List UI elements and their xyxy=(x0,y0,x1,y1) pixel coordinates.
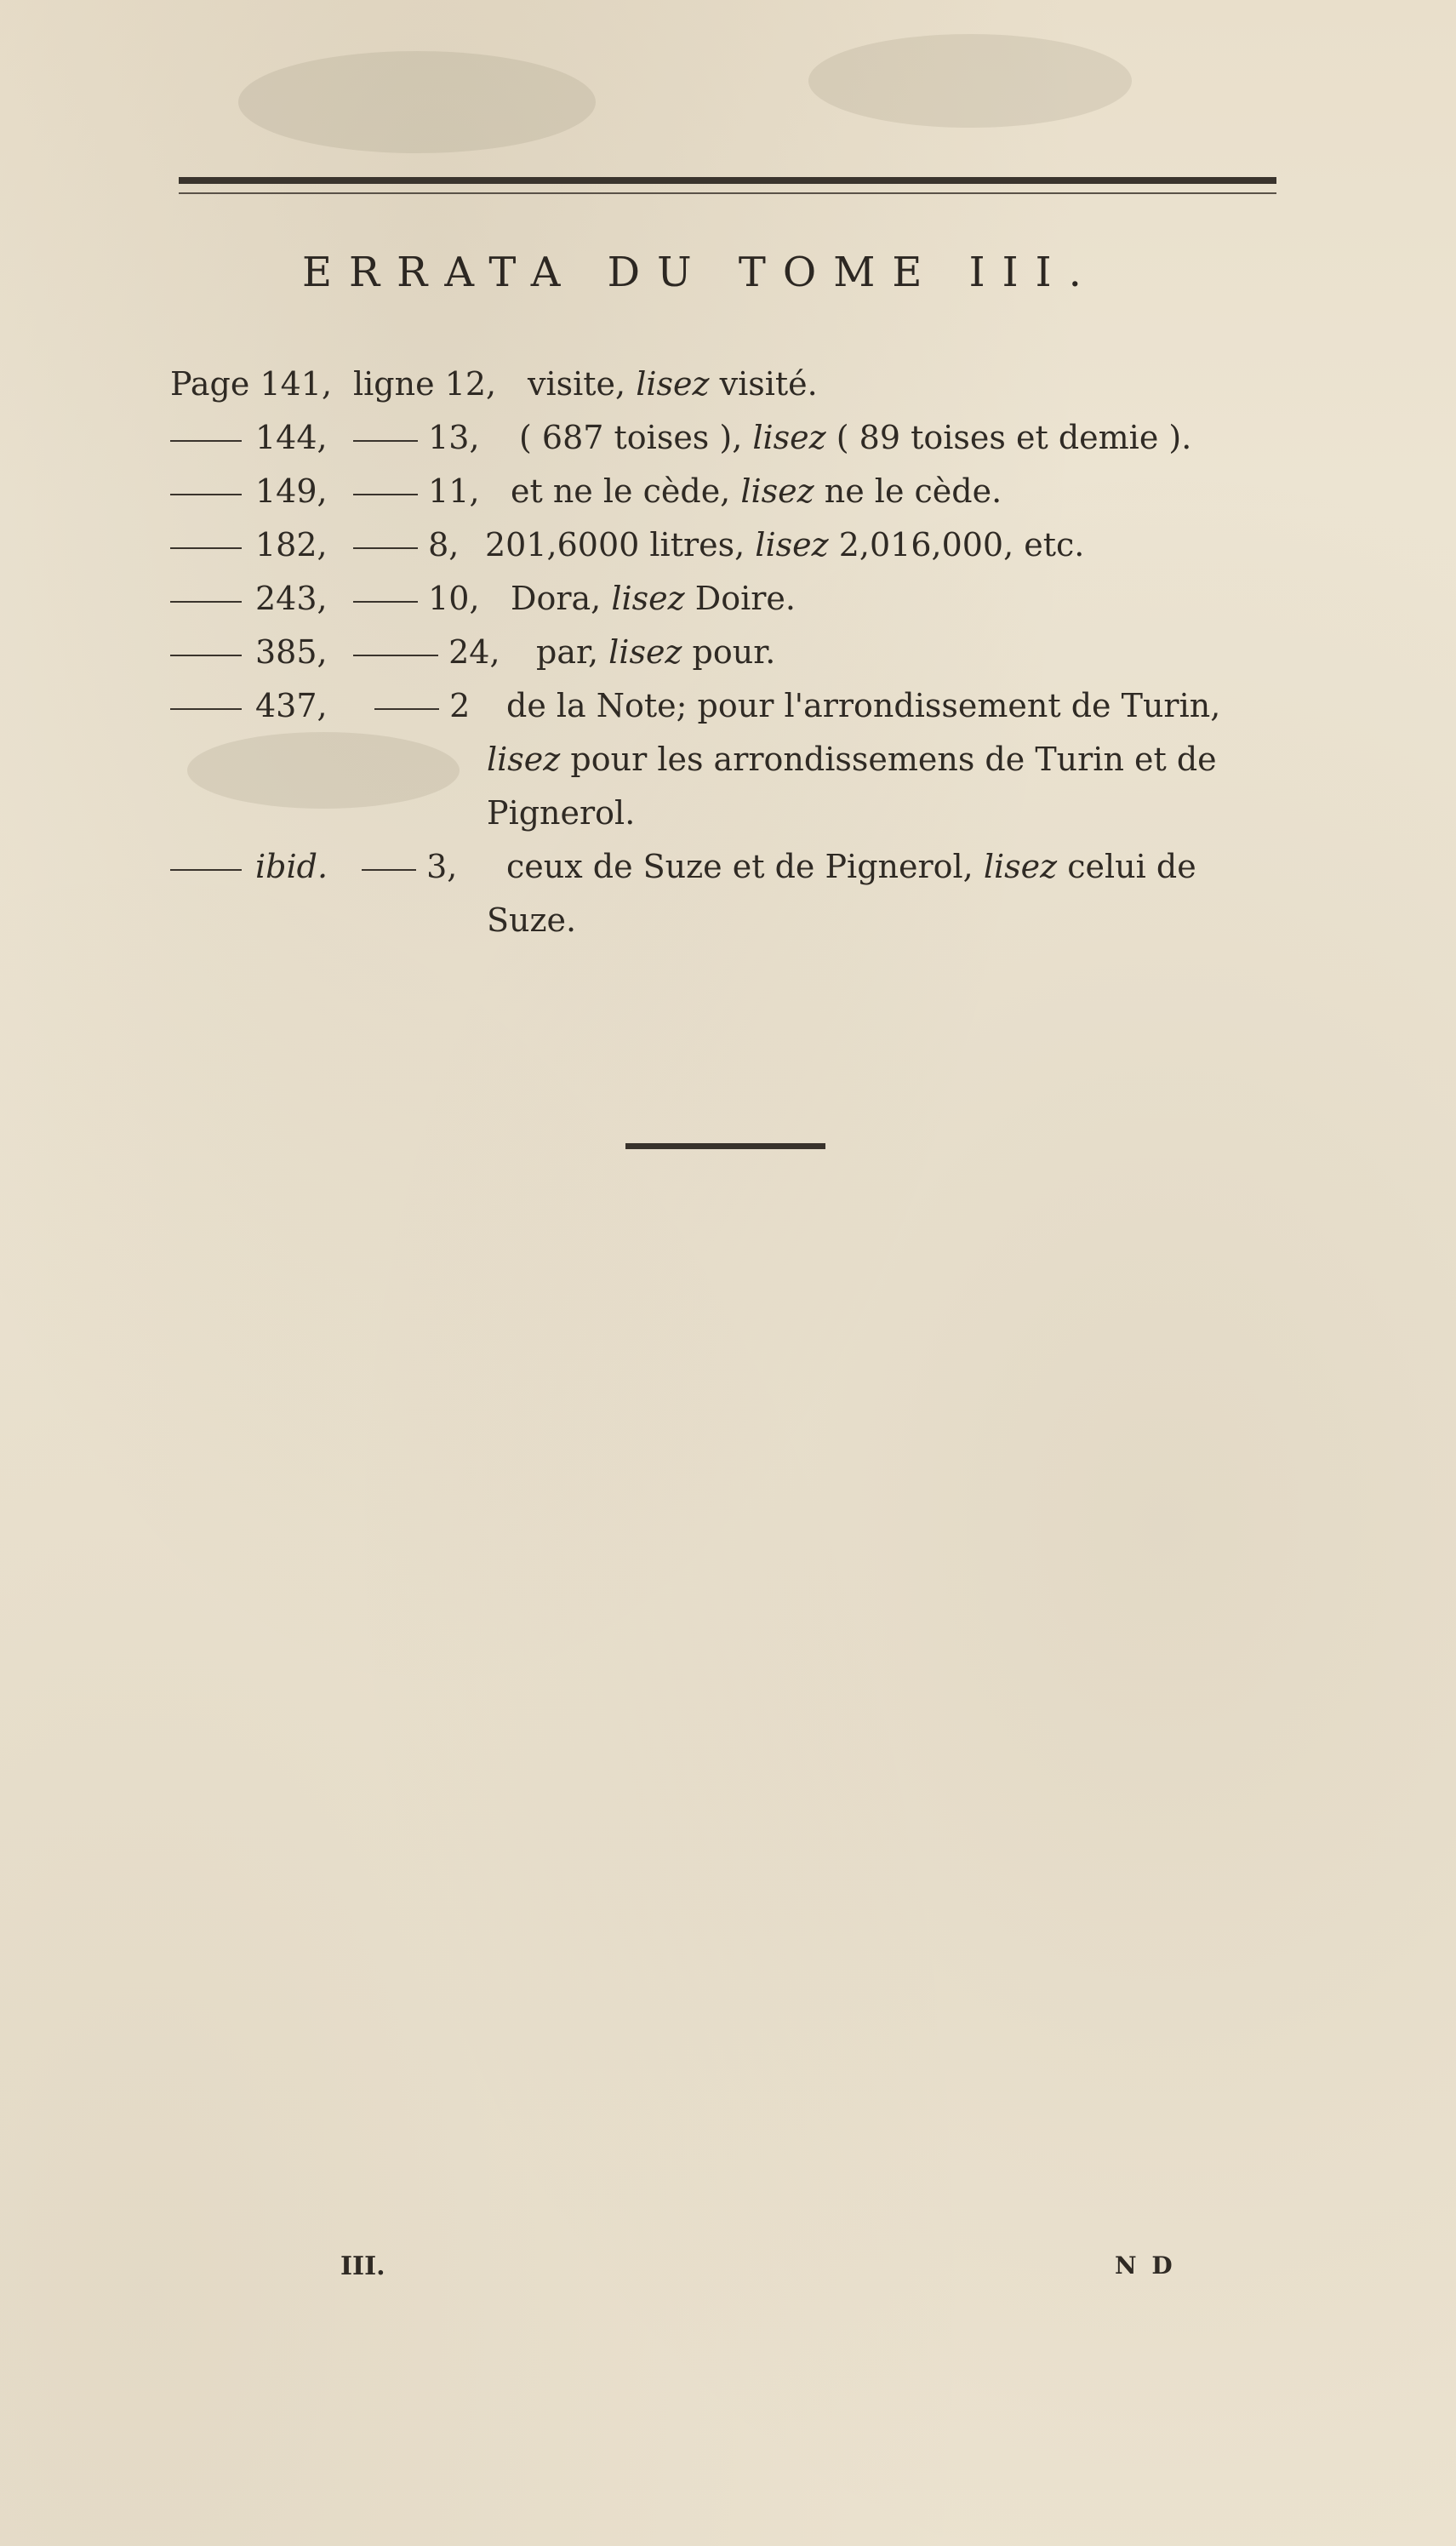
correction-text xyxy=(511,465,1345,518)
correct-text: celui de xyxy=(1057,848,1196,885)
lisez-word: lisez xyxy=(740,472,814,510)
page-ref xyxy=(170,411,349,465)
catchword: N D xyxy=(1115,2251,1176,2280)
correction-text xyxy=(485,518,1319,572)
ditto-dash xyxy=(353,547,418,549)
page-ref xyxy=(170,572,349,626)
line-number: 13, xyxy=(428,419,480,456)
section-rule xyxy=(625,1143,825,1149)
correction-text xyxy=(528,358,1362,411)
errata-row xyxy=(170,572,1293,626)
errata-row xyxy=(170,626,1293,679)
error-text: ceux de Suze et de Pignerol, xyxy=(506,848,984,885)
error-text: par, xyxy=(536,633,609,671)
ditto-dash xyxy=(353,440,418,442)
page-number: 141, xyxy=(260,365,333,403)
line-ref xyxy=(353,358,496,411)
ditto-dash xyxy=(170,440,242,442)
page-number: 243, xyxy=(255,580,328,617)
ditto-dash xyxy=(170,708,242,710)
errata-row xyxy=(170,465,1293,518)
line-number: 2 xyxy=(449,687,471,724)
errata-row xyxy=(170,679,1293,733)
signature-mark: III. xyxy=(340,2251,385,2281)
errata-continuation xyxy=(170,787,1293,840)
errata-row xyxy=(170,411,1293,465)
correction-text xyxy=(536,626,1370,679)
ditto-dash xyxy=(170,869,242,871)
page-title: ERRATA DU TOME III. xyxy=(302,249,1099,296)
line-number: 8, xyxy=(428,526,460,564)
lisez-word: lisez xyxy=(608,633,682,671)
header-rule-thick xyxy=(179,177,1276,184)
errata-continuation xyxy=(170,733,1293,787)
correct-text: pour les arrondissemens de Turin et de xyxy=(560,741,1217,778)
error-text: 201,6000 litres, xyxy=(485,526,756,564)
correct-text: visité. xyxy=(709,365,818,403)
paper-stain xyxy=(808,34,1132,128)
ditto-dash xyxy=(362,869,416,871)
correct-text: pour. xyxy=(682,633,776,671)
line-ref xyxy=(353,465,480,518)
correction-text xyxy=(506,840,1340,894)
errata-list xyxy=(170,358,1293,947)
correct-text: 2,016,000, etc. xyxy=(828,526,1085,564)
error-text: de la Note; pour l'arrondissement de Turin, xyxy=(506,687,1221,724)
ditto-dash xyxy=(170,655,242,656)
ditto-dash xyxy=(353,601,418,603)
page-ref xyxy=(170,679,349,733)
errata-continuation xyxy=(170,894,1293,947)
page-ref xyxy=(170,626,349,679)
header-rule-thin xyxy=(179,192,1276,194)
error-text: et ne le cède, xyxy=(511,472,741,510)
page-ref xyxy=(170,465,349,518)
lisez-word: lisez xyxy=(487,741,561,778)
error-text: visite, xyxy=(528,365,637,403)
correction-text xyxy=(506,679,1340,733)
error-text: ( 687 toises ), xyxy=(519,419,753,456)
ditto-dash xyxy=(170,547,242,549)
page-number: 385, xyxy=(255,633,328,671)
lisez-word: lisez xyxy=(636,365,710,403)
line-ref xyxy=(362,840,457,894)
page-number: 144, xyxy=(255,419,328,456)
line-ref xyxy=(374,679,470,733)
ditto-dash xyxy=(353,494,418,495)
page-number: 149, xyxy=(255,472,328,510)
errata-row xyxy=(170,358,1293,411)
correct-text: ( 89 toises et demie ). xyxy=(825,419,1192,456)
ditto-dash xyxy=(170,601,242,603)
errata-row xyxy=(170,840,1293,894)
line-ref xyxy=(353,626,500,679)
error-text: Dora, xyxy=(511,580,612,617)
paper-stain xyxy=(238,51,596,153)
ditto-dash xyxy=(374,708,439,710)
continuation-text xyxy=(487,733,1217,787)
correction-text xyxy=(519,411,1353,465)
line-number: 12, xyxy=(444,365,497,403)
line-number: 3, xyxy=(426,848,458,885)
page-number: 437, xyxy=(255,687,328,724)
ditto-dash xyxy=(353,655,438,656)
line-ref xyxy=(353,518,459,572)
line-number: 24, xyxy=(448,633,500,671)
line-ref xyxy=(353,572,480,626)
lisez-word: lisez xyxy=(611,580,685,617)
page-ref xyxy=(170,518,349,572)
continuation-text: Suze. xyxy=(487,901,577,939)
correct-text: Doire. xyxy=(684,580,796,617)
page-prefix: Page xyxy=(170,365,250,403)
page-number: 182, xyxy=(255,526,328,564)
correction-text xyxy=(511,572,1345,626)
lisez-word: lisez xyxy=(755,526,829,564)
line-number: 11, xyxy=(428,472,480,510)
page-ref xyxy=(170,358,349,411)
page-number: ibid. xyxy=(255,848,328,885)
continuation-text: Pignerol. xyxy=(487,794,636,832)
correct-text: ne le cède. xyxy=(814,472,1002,510)
errata-row xyxy=(170,518,1293,572)
line-number: 10, xyxy=(428,580,480,617)
ditto-dash xyxy=(170,494,242,495)
page-ref xyxy=(170,840,349,894)
line-prefix: ligne xyxy=(353,365,435,403)
lisez-word: lisez xyxy=(752,419,826,456)
lisez-word: lisez xyxy=(983,848,1058,885)
line-ref xyxy=(353,411,480,465)
